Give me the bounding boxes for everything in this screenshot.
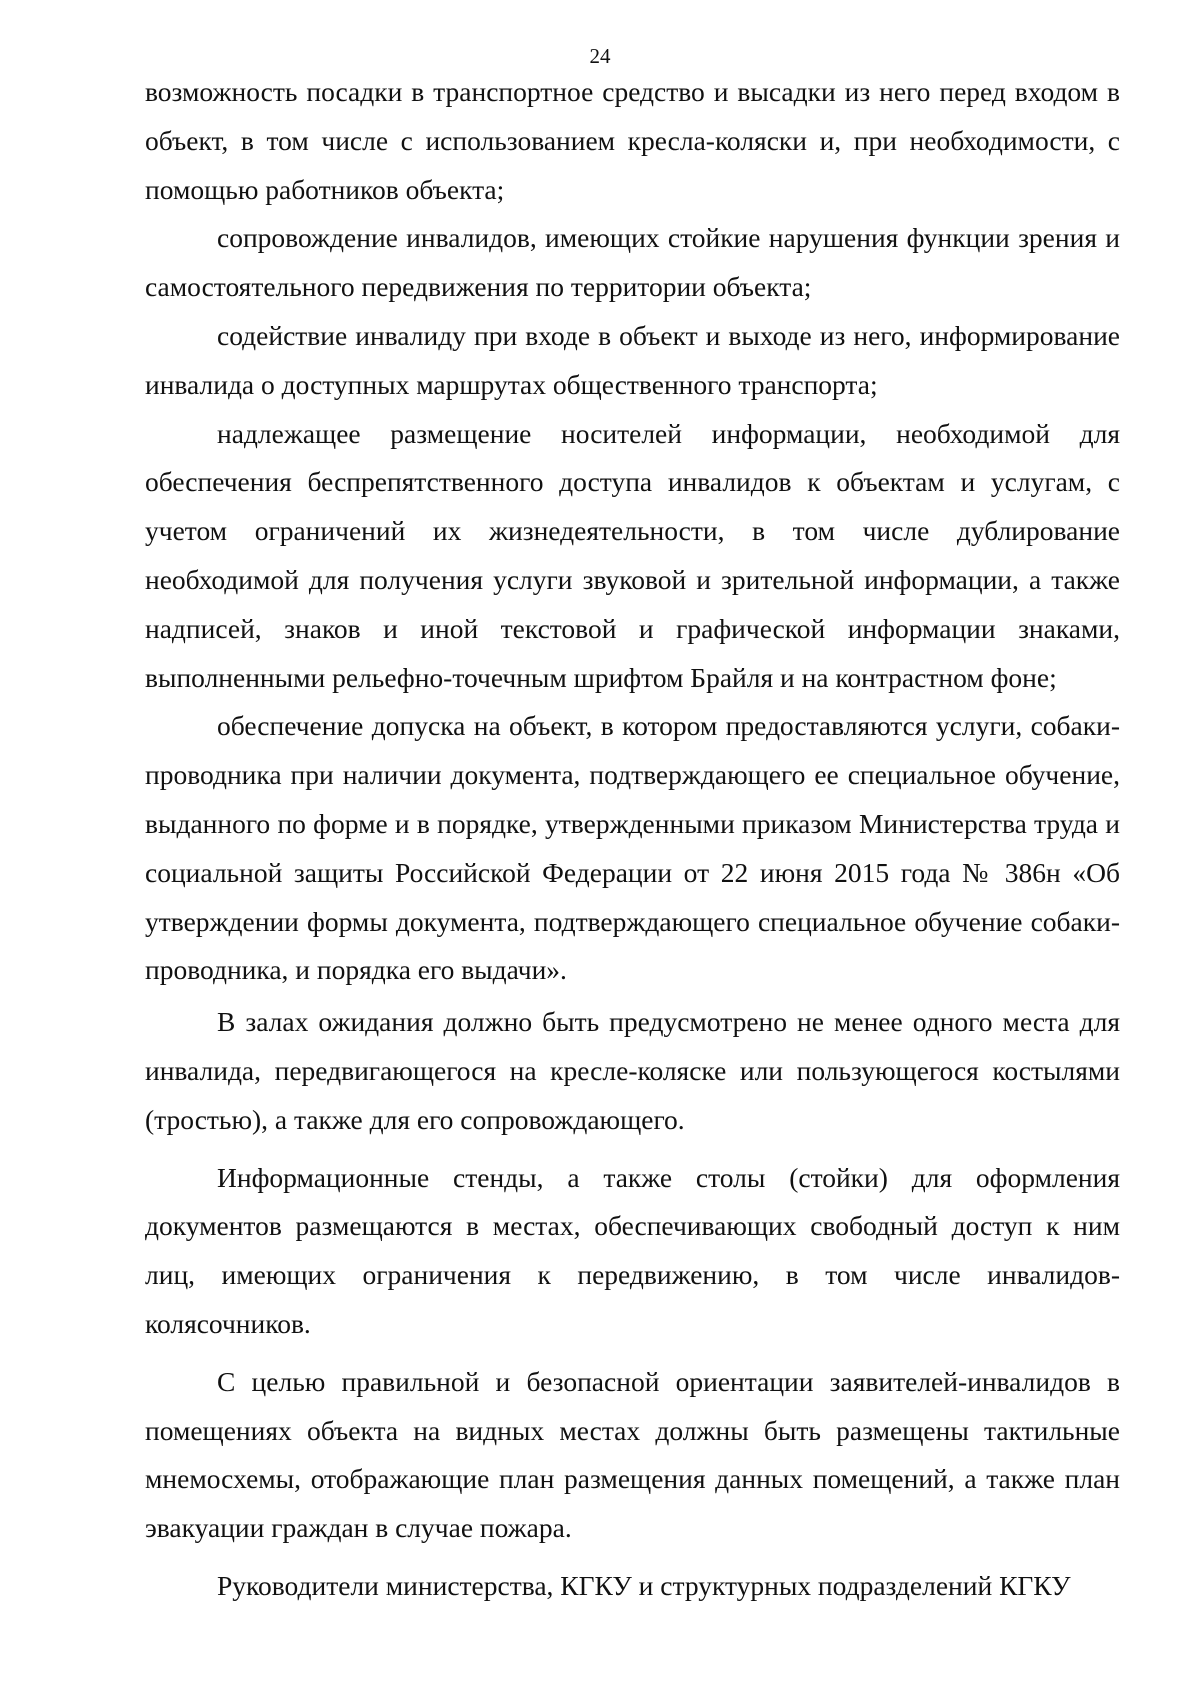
paragraph: обеспечение допуска на объект, в котором предоставляются услуги, собаки-проводника при наличии документа, подтверждающего ее специальное обучение, выданного по форме и в порядке, утвержденными приказом Министерства труда и социальной защиты Российской Федерации от 22 июня 2015 года № 386н «Об утверждении формы документа, подтверждающего специальное обучение собаки-проводника, и порядка его выдачи».	[145, 710, 1120, 986]
page-number: 24	[589, 44, 611, 68]
paragraph: С целью правильной и безопасной ориентации заявителей-инвалидов в помещениях объекта на видных местах должны быть размещены тактильные мнемосхемы, отображающие план размещения данных помещений, а также план эвакуации граждан в случае пожара.	[145, 1365, 1120, 1544]
paragraph: Руководители министерства, КГКУ и структурных подразделений КГКУ	[217, 1569, 1071, 1601]
paragraph: содействие инвалиду при входе в объект и выходе из него, информирование инвалида о доступных маршрутах общественного транспорта;	[145, 319, 1120, 400]
paragraph: В залах ожидания должно быть предусмотрено не менее одного места для инвалида, передвигающегося на кресле-коляске или пользующегося костылями (тростью), а также для его сопровождающего.	[145, 1006, 1120, 1135]
paragraph: надлежащее размещение носителей информации, необходимой для обеспечения беспрепятственного доступа инвалидов к объектам и услугам, с учетом ограничений их жизнедеятельности, в том числе дублирование необходимой для получения услуги звуковой и зрительной информации, а также надписей, знаков и иной текстовой и графической информации знаками, выполненными рельефно-точечным шрифтом Брайля и на контрастном фоне;	[145, 417, 1120, 693]
document-body	[145, 68, 1120, 1611]
paragraph: сопровождение инвалидов, имеющих стойкие нарушения функции зрения и самостоятельного передвижения по территории объекта;	[145, 222, 1120, 303]
paragraph: Информационные стенды, а также столы (стойки) для оформления документов размещаются в местах, обеспечивающих свободный доступ к ним лиц, имеющих ограничения к передвижению, в том числе инвалидов-колясочников.	[145, 1161, 1120, 1339]
paragraph: возможность посадки в транспортное средство и высадки из него перед входом в объект, в том числе с использованием кресла-коляски и, при необходимости, с помощью работников объекта;	[145, 76, 1120, 205]
